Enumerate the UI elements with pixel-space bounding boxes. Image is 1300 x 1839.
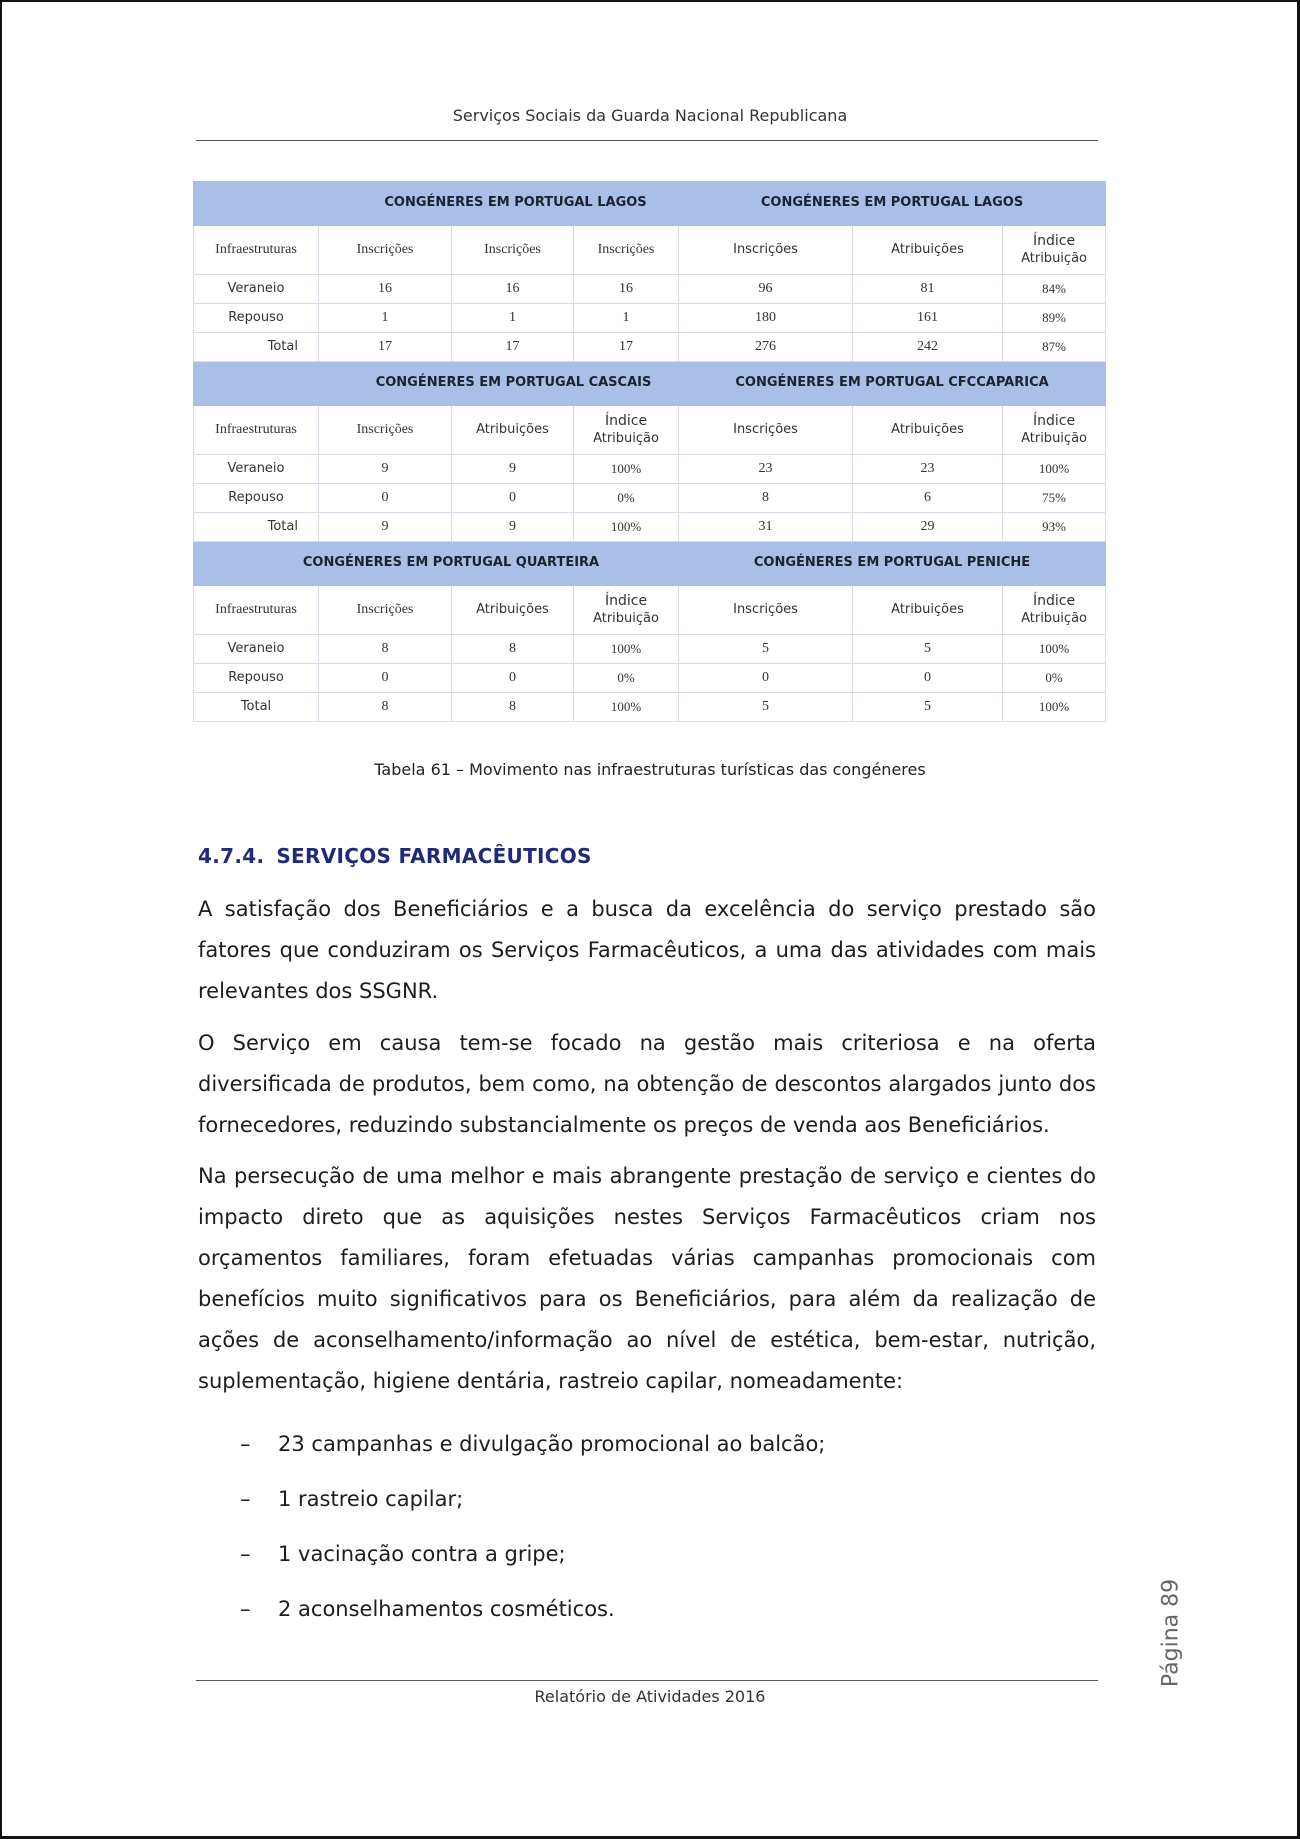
column-header-line: Índice bbox=[1032, 233, 1076, 250]
column-header: Infraestruturas bbox=[194, 406, 319, 455]
row-label: Total bbox=[194, 513, 319, 542]
column-header: Inscrições bbox=[319, 406, 452, 455]
table-band-row bbox=[194, 542, 1106, 586]
table-cell: 0 bbox=[853, 664, 1003, 693]
row-label: Veraneio bbox=[194, 635, 319, 664]
column-header-line: Atribuição bbox=[1021, 430, 1087, 446]
list-item bbox=[198, 1424, 825, 1479]
column-header-line: Atribuição bbox=[593, 610, 659, 626]
table-cell: 180 bbox=[679, 304, 853, 333]
column-header: Atribuições bbox=[853, 226, 1003, 275]
table-cell: 17 bbox=[319, 333, 452, 362]
list-item-text: 1 rastreio capilar; bbox=[278, 1487, 464, 1511]
table-cell: 0% bbox=[574, 664, 679, 693]
column-header bbox=[1003, 226, 1106, 275]
congeneres-table bbox=[193, 181, 1106, 722]
column-header-line: Atribuição bbox=[1021, 610, 1087, 626]
bullet-list bbox=[198, 1424, 825, 1644]
page-number bbox=[1146, 1578, 1196, 1688]
table-cell: 242 bbox=[853, 333, 1003, 362]
band-title-left: CONGÉNERES EM PORTUGAL LAGOS bbox=[319, 182, 679, 226]
table-cell: 161 bbox=[853, 304, 1003, 333]
dash-marker: – bbox=[240, 1487, 251, 1511]
table-cell: 8 bbox=[679, 484, 853, 513]
table-row bbox=[194, 513, 1106, 542]
table-cell: 1 bbox=[319, 304, 452, 333]
band-title-right: CONGÉNERES EM PORTUGAL LAGOS bbox=[679, 182, 1106, 226]
table-row bbox=[194, 484, 1106, 513]
table-cell: 9 bbox=[452, 455, 574, 484]
table-row bbox=[194, 693, 1106, 722]
running-header: Serviços Sociais da Guarda Nacional Republicana bbox=[452, 106, 848, 125]
table-header-row bbox=[194, 586, 1106, 635]
table-caption: Tabela 61 – Movimento nas infraestruturas turísticas das congéneres bbox=[374, 760, 926, 779]
table-band-row bbox=[194, 362, 1106, 406]
paragraph: A satisfação dos Beneficiários e a busca da excelência do serviço prestado são fatores que conduziram os Serviços Farmacêuticos, a uma das atividades com mais relevantes dos SSGNR. bbox=[198, 897, 1096, 1003]
table-cell: 0 bbox=[679, 664, 853, 693]
column-header: Atribuições bbox=[452, 406, 574, 455]
table-cell: 100% bbox=[574, 635, 679, 664]
column-header: Inscrições bbox=[319, 226, 452, 275]
column-header: Atribuições bbox=[452, 586, 574, 635]
table-cell: 87% bbox=[1003, 333, 1106, 362]
column-header bbox=[574, 406, 679, 455]
table-cell: 100% bbox=[1003, 635, 1106, 664]
table-cell: 5 bbox=[679, 693, 853, 722]
list-item-text: 23 campanhas e divulgação promocional ao balcão; bbox=[278, 1432, 826, 1456]
table-row bbox=[194, 304, 1106, 333]
table-cell: 96 bbox=[679, 275, 853, 304]
band-title-right: CONGÉNERES EM PORTUGAL PENICHE bbox=[679, 542, 1106, 586]
table-cell: 16 bbox=[319, 275, 452, 304]
table-cell: 5 bbox=[853, 635, 1003, 664]
page-number-label: Página 89 bbox=[1158, 1578, 1184, 1688]
table-cell: 0% bbox=[574, 484, 679, 513]
row-label: Total bbox=[194, 693, 319, 722]
running-footer: Relatório de Atividades 2016 bbox=[534, 1687, 766, 1706]
column-header: Inscrições bbox=[679, 226, 853, 275]
table-cell: 8 bbox=[319, 635, 452, 664]
table-cell: 100% bbox=[574, 693, 679, 722]
row-label: Repouso bbox=[194, 484, 319, 513]
table-cell: 8 bbox=[452, 693, 574, 722]
table-cell: 16 bbox=[574, 275, 679, 304]
band-title-left: CONGÉNERES EM PORTUGAL QUARTEIRA bbox=[194, 542, 679, 586]
table-cell: 0 bbox=[452, 664, 574, 693]
column-header-line: Índice bbox=[1032, 413, 1076, 430]
table-cell: 9 bbox=[319, 513, 452, 542]
list-item bbox=[198, 1534, 825, 1589]
table-cell: 5 bbox=[679, 635, 853, 664]
column-header-line: Índice bbox=[1032, 593, 1076, 610]
column-header: Infraestruturas bbox=[194, 226, 319, 275]
paragraph: O Serviço em causa tem-se focado na gestão mais criteriosa e na oferta diversificada de produtos, bem como, na obtenção de descontos alargados junto dos fornecedores, reduzindo substancialmente os preços de venda aos Beneficiários. bbox=[198, 1031, 1096, 1137]
band-title-left: CONGÉNERES EM PORTUGAL CASCAIS bbox=[319, 362, 679, 406]
table-cell: 23 bbox=[853, 455, 1003, 484]
row-label: Repouso bbox=[194, 664, 319, 693]
column-header bbox=[574, 586, 679, 635]
band-spacer bbox=[194, 182, 319, 226]
band-spacer bbox=[194, 362, 319, 406]
table-cell: 0 bbox=[319, 664, 452, 693]
row-label: Total bbox=[194, 333, 319, 362]
table-header-row bbox=[194, 406, 1106, 455]
column-header: Inscrições bbox=[319, 586, 452, 635]
table-cell: 5 bbox=[853, 693, 1003, 722]
list-item-text: 1 vacinação contra a gripe; bbox=[278, 1542, 566, 1566]
table-cell: 0% bbox=[1003, 664, 1106, 693]
table-cell: 93% bbox=[1003, 513, 1106, 542]
row-label: Veraneio bbox=[194, 455, 319, 484]
table-band-row bbox=[194, 182, 1106, 226]
table-cell: 23 bbox=[679, 455, 853, 484]
section-title: SERVIÇOS FARMACÊUTICOS bbox=[276, 844, 592, 868]
column-header: Infraestruturas bbox=[194, 586, 319, 635]
dash-marker: – bbox=[240, 1597, 251, 1621]
table-cell: 100% bbox=[1003, 693, 1106, 722]
table-cell: 9 bbox=[319, 455, 452, 484]
table-cell: 75% bbox=[1003, 484, 1106, 513]
table-cell: 6 bbox=[853, 484, 1003, 513]
column-header bbox=[1003, 586, 1106, 635]
table-cell: 8 bbox=[319, 693, 452, 722]
table-cell: 100% bbox=[1003, 455, 1106, 484]
paragraph: Na persecução de uma melhor e mais abrangente prestação de serviço e cientes do impacto direto que as aquisições nestes Serviços Farmacêuticos criam nos orçamentos familiares, foram efetuadas várias campanhas promocionais com benefícios muito significativos para os Beneficiários, para além da realização de ações de aconselhamento/informação ao nível de estética, bem-estar, nutrição, suplementação, higiene dentária, rastreio capilar, nomeadamente: bbox=[198, 1164, 1096, 1393]
column-header: Atribuições bbox=[853, 586, 1003, 635]
table-cell: 84% bbox=[1003, 275, 1106, 304]
table-cell: 100% bbox=[574, 513, 679, 542]
table-cell: 0 bbox=[319, 484, 452, 513]
column-header-line: Índice bbox=[604, 413, 648, 430]
table-row bbox=[194, 455, 1106, 484]
column-header: Atribuições bbox=[853, 406, 1003, 455]
table-cell: 31 bbox=[679, 513, 853, 542]
column-header: Inscrições bbox=[679, 406, 853, 455]
table-cell: 29 bbox=[853, 513, 1003, 542]
table-cell: 1 bbox=[452, 304, 574, 333]
table-row bbox=[194, 275, 1106, 304]
table-cell: 81 bbox=[853, 275, 1003, 304]
band-title-right: CONGÉNERES EM PORTUGAL CFCCAPARICA bbox=[679, 362, 1106, 406]
table-cell: 16 bbox=[452, 275, 574, 304]
table-cell: 89% bbox=[1003, 304, 1106, 333]
table-cell: 0 bbox=[452, 484, 574, 513]
list-item bbox=[198, 1589, 825, 1644]
header-divider bbox=[196, 140, 1098, 141]
table-cell: 17 bbox=[574, 333, 679, 362]
row-label: Veraneio bbox=[194, 275, 319, 304]
table-header-row bbox=[194, 226, 1106, 275]
table-cell: 17 bbox=[452, 333, 574, 362]
row-label: Repouso bbox=[194, 304, 319, 333]
list-item bbox=[198, 1479, 825, 1534]
table-cell: 100% bbox=[574, 455, 679, 484]
column-header bbox=[1003, 406, 1106, 455]
footer-divider bbox=[196, 1680, 1098, 1681]
table-row bbox=[194, 664, 1106, 693]
table-cell: 9 bbox=[452, 513, 574, 542]
table-cell: 276 bbox=[679, 333, 853, 362]
section-heading bbox=[198, 844, 592, 868]
table-cell: 8 bbox=[452, 635, 574, 664]
column-header-line: Índice bbox=[604, 593, 648, 610]
dash-marker: – bbox=[240, 1432, 251, 1456]
column-header-line: Atribuição bbox=[593, 430, 659, 446]
dash-marker: – bbox=[240, 1542, 251, 1566]
column-header-line: Atribuição bbox=[1021, 250, 1087, 266]
table-cell: 1 bbox=[574, 304, 679, 333]
section-number: 4.7.4. bbox=[198, 844, 265, 868]
column-header: Inscrições bbox=[574, 226, 679, 275]
list-item-text: 2 aconselhamentos cosméticos. bbox=[278, 1597, 615, 1621]
table-row bbox=[194, 635, 1106, 664]
column-header: Inscrições bbox=[679, 586, 853, 635]
table-row bbox=[194, 333, 1106, 362]
column-header: Inscrições bbox=[452, 226, 574, 275]
